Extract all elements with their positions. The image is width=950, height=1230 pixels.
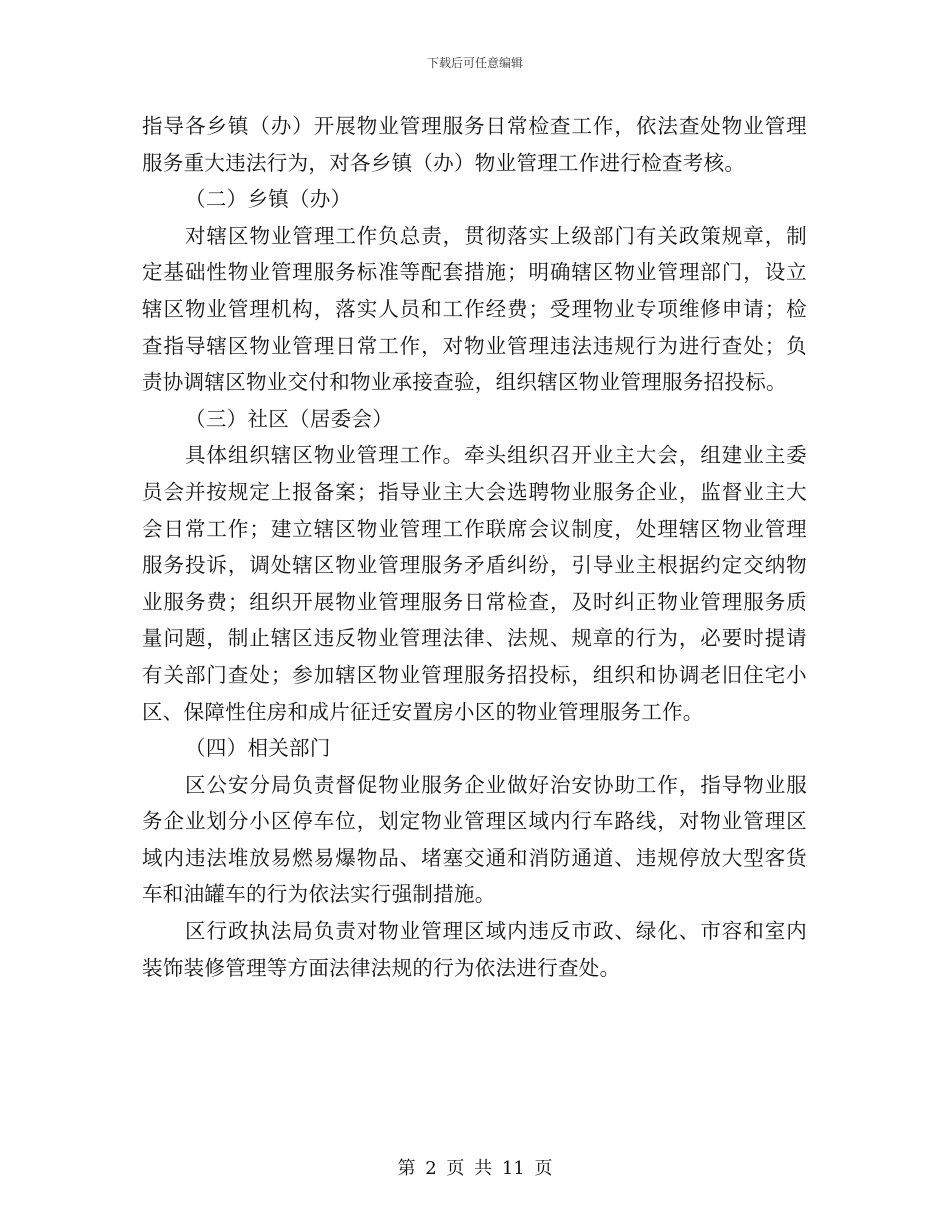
page-number: 第 2 页 共 11 页 (397, 1158, 553, 1179)
paragraph-public-security: 区公安分局负责督促物业服务企业做好治安协助工作，指导物业服务企业划分小区停车位，划定物业管理区域内行车路线，对物业管理区域内违法堆放易燃易爆物品、堵塞交通和消防通道、违规停放大型客货车和油罐车的行为依法实行强制措施。 (142, 772, 807, 907)
section-heading-departments: （四）相关部门 (185, 736, 331, 761)
section-heading-township: （二）乡镇（办） (185, 187, 352, 212)
paragraph-law-enforcement: 区行政执法局负责对物业管理区域内违反市政、绿化、市容和室内装饰装修管理等方面法律法规的行为依法进行查处。 (142, 919, 807, 980)
paragraph-township: 对辖区物业管理工作负总责，贯彻落实上级部门有关政策规章，制定基础性物业管理服务标准等配套措施；明确辖区物业管理部门，设立辖区物业管理机构，落实人员和工作经费；受理物业专项维修申请；检查指导辖区物业管理日常工作，对物业管理违法违规行为进行查处；负责协调辖区物业交付和物业承接查验，组织辖区物业管理服务招投标。 (142, 223, 807, 395)
section-heading-community: （三）社区（居委会） (185, 406, 394, 431)
paragraph-community: 具体组织辖区物业管理工作。牵头组织召开业主大会，组建业主委员会并按规定上报备案；指导业主大会选聘物业服务企业，监督业主大会日常工作；建立辖区物业管理工作联席会议制度，处理辖区物业管理服务投诉，调处辖区物业管理服务矛盾纠纷，引导业主根据约定交纳物业服务费；组织开展物业管理服务日常检查，及时纠正物业管理服务质量问题，制止辖区违反物业管理法律、法规、规章的行为，必要时提请有关部门查处；参加辖区物业管理服务招投标，组织和协调老旧住宅小区、保障性住房和成片征迁安置房小区的物业管理服务工作。 (142, 443, 807, 724)
header-note: 下载后可任意编辑 (426, 56, 523, 70)
document-body (142, 108, 807, 986)
paragraph-continuation: 指导各乡镇（办）开展物业管理服务日常检查工作，依法查处物业管理服务重大违法行为，对各乡镇（办）物业管理工作进行检查考核。 (142, 114, 807, 175)
